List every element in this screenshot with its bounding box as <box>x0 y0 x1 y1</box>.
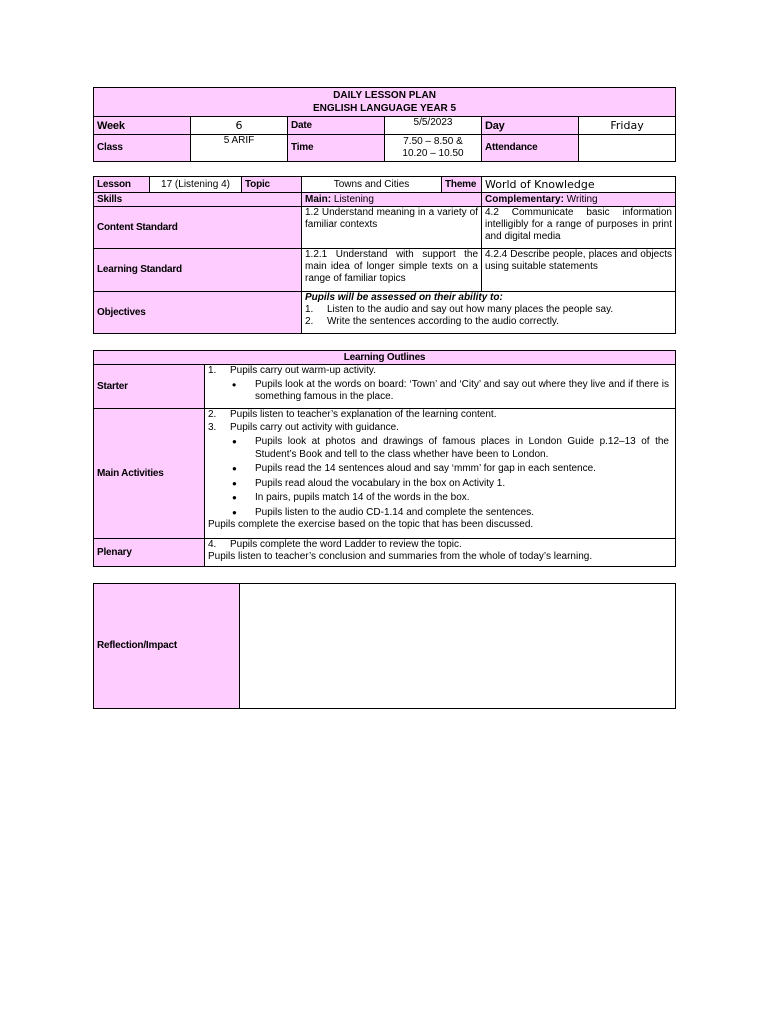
topic-label: Topic <box>242 177 302 193</box>
complementary-skill-value: Writing <box>563 193 598 205</box>
outline-step: 2. Pupils listen to teacher’s explanation of the learning content. <box>208 409 497 420</box>
outline-sub-item: ● Pupils read aloud the vocabulary in the box on Activity 1. <box>208 478 669 491</box>
starter-content <box>205 365 676 409</box>
class-value: 5 ARIF <box>191 135 288 162</box>
theme-label: Theme <box>442 177 482 193</box>
plenary-label: Plenary <box>94 539 205 567</box>
plenary-closing: Pupils listen to teacher’s conclusion and summaries from the whole of today’s learning. <box>208 551 593 562</box>
date-label: Date <box>288 117 385 135</box>
outline-step: 3. Pupils carry out activity with guidance. <box>208 421 399 433</box>
theme-value: World of Knowledge <box>482 177 676 193</box>
week-value: 6 <box>191 117 288 135</box>
content-standard-main: 1.2 Understand meaning in a variety of familiar contexts <box>302 207 482 249</box>
day-value: Friday <box>579 117 676 135</box>
outline-step: 4. Pupils complete the word Ladder to review the topic. <box>208 539 462 550</box>
main-skill-label: Main: <box>305 193 332 205</box>
outline-sub-item: • Pupils look at the words on board: ‘Town’ and ‘City’ and say out where they live and if there is something famous in the place. <box>208 377 669 403</box>
plan-header <box>94 88 676 117</box>
class-label: Class <box>94 135 191 162</box>
objective-item: 2. Write the sentences according to the audio correctly. <box>305 316 559 327</box>
main-activities-label: Main Activities <box>94 409 205 539</box>
main-skill <box>302 193 482 207</box>
day-label: Day <box>482 117 579 135</box>
complementary-skill-label: Complementary: <box>485 193 564 205</box>
attendance-label: Attendance <box>482 135 579 162</box>
lesson-table <box>93 176 676 334</box>
main-activities-closing: Pupils complete the exercise based on the topic that has been discussed. <box>208 519 534 530</box>
lesson-value: 17 (Listening 4) <box>150 177 242 193</box>
header-table <box>93 87 676 162</box>
outline-sub-item: ● Pupils read the 14 sentences aloud and say ‘mmm’ for gap in each sentence. <box>208 463 669 476</box>
plan-subtitle: ENGLISH LANGUAGE YEAR 5 <box>312 103 457 114</box>
complementary-skill <box>482 193 676 207</box>
time-value <box>385 135 482 162</box>
outlines-table <box>93 350 676 567</box>
time-label: Time <box>288 135 385 162</box>
time-line-2: 10.20 – 10.50 <box>402 148 464 159</box>
outlines-title: Learning Outlines <box>94 351 676 365</box>
reflection-label: Reflection/Impact <box>94 584 240 709</box>
outline-sub-item: ● Pupils look at photos and drawings of famous places in London Guide p.12–13 of the Student’s Book and tell to the class whether have been to London. <box>208 436 669 461</box>
learning-standard-label: Learning Standard <box>94 249 302 292</box>
learning-standard-main: 1.2.1 Understand with support the main idea of longer simple texts on a range of familiar topics <box>302 249 482 292</box>
topic-value: Towns and Cities <box>302 177 442 193</box>
starter-label: Starter <box>94 365 205 409</box>
attendance-value <box>579 135 676 162</box>
main-activities-content <box>205 409 676 539</box>
main-skill-value: Listening <box>331 193 374 205</box>
outline-sub-item: ● Pupils listen to the audio CD-1.14 and complete the sentences. <box>208 507 669 520</box>
time-line-1: 7.50 – 8.50 & <box>403 136 463 147</box>
outline-sub-item: ● In pairs, pupils match 14 of the words in the box. <box>208 492 669 505</box>
content-standard-label: Content Standard <box>94 207 302 249</box>
objectives-intro: Pupils will be assessed on their ability to: <box>305 292 503 303</box>
plenary-content <box>205 539 676 567</box>
plan-title: DAILY LESSON PLAN <box>333 90 436 101</box>
objectives-label: Objectives <box>94 292 302 334</box>
reflection-table <box>93 583 676 709</box>
date-value: 5/5/2023 <box>385 117 482 135</box>
objective-item: 1. Listen to the audio and say out how many places the people say. <box>305 304 614 315</box>
outline-step: 1. Pupils carry out warm-up activity. <box>208 365 376 376</box>
skills-label: Skills <box>94 193 302 207</box>
reflection-value <box>240 584 676 709</box>
learning-standard-complementary: 4.2.4 Describe people, places and objects using suitable statements <box>482 249 676 292</box>
lesson-label: Lesson <box>94 177 150 193</box>
objectives-content <box>302 292 676 334</box>
content-standard-complementary: 4.2 Communicate basic information intelligibly for a range of purposes in print and digital media <box>482 207 676 249</box>
week-label: Week <box>94 117 191 135</box>
